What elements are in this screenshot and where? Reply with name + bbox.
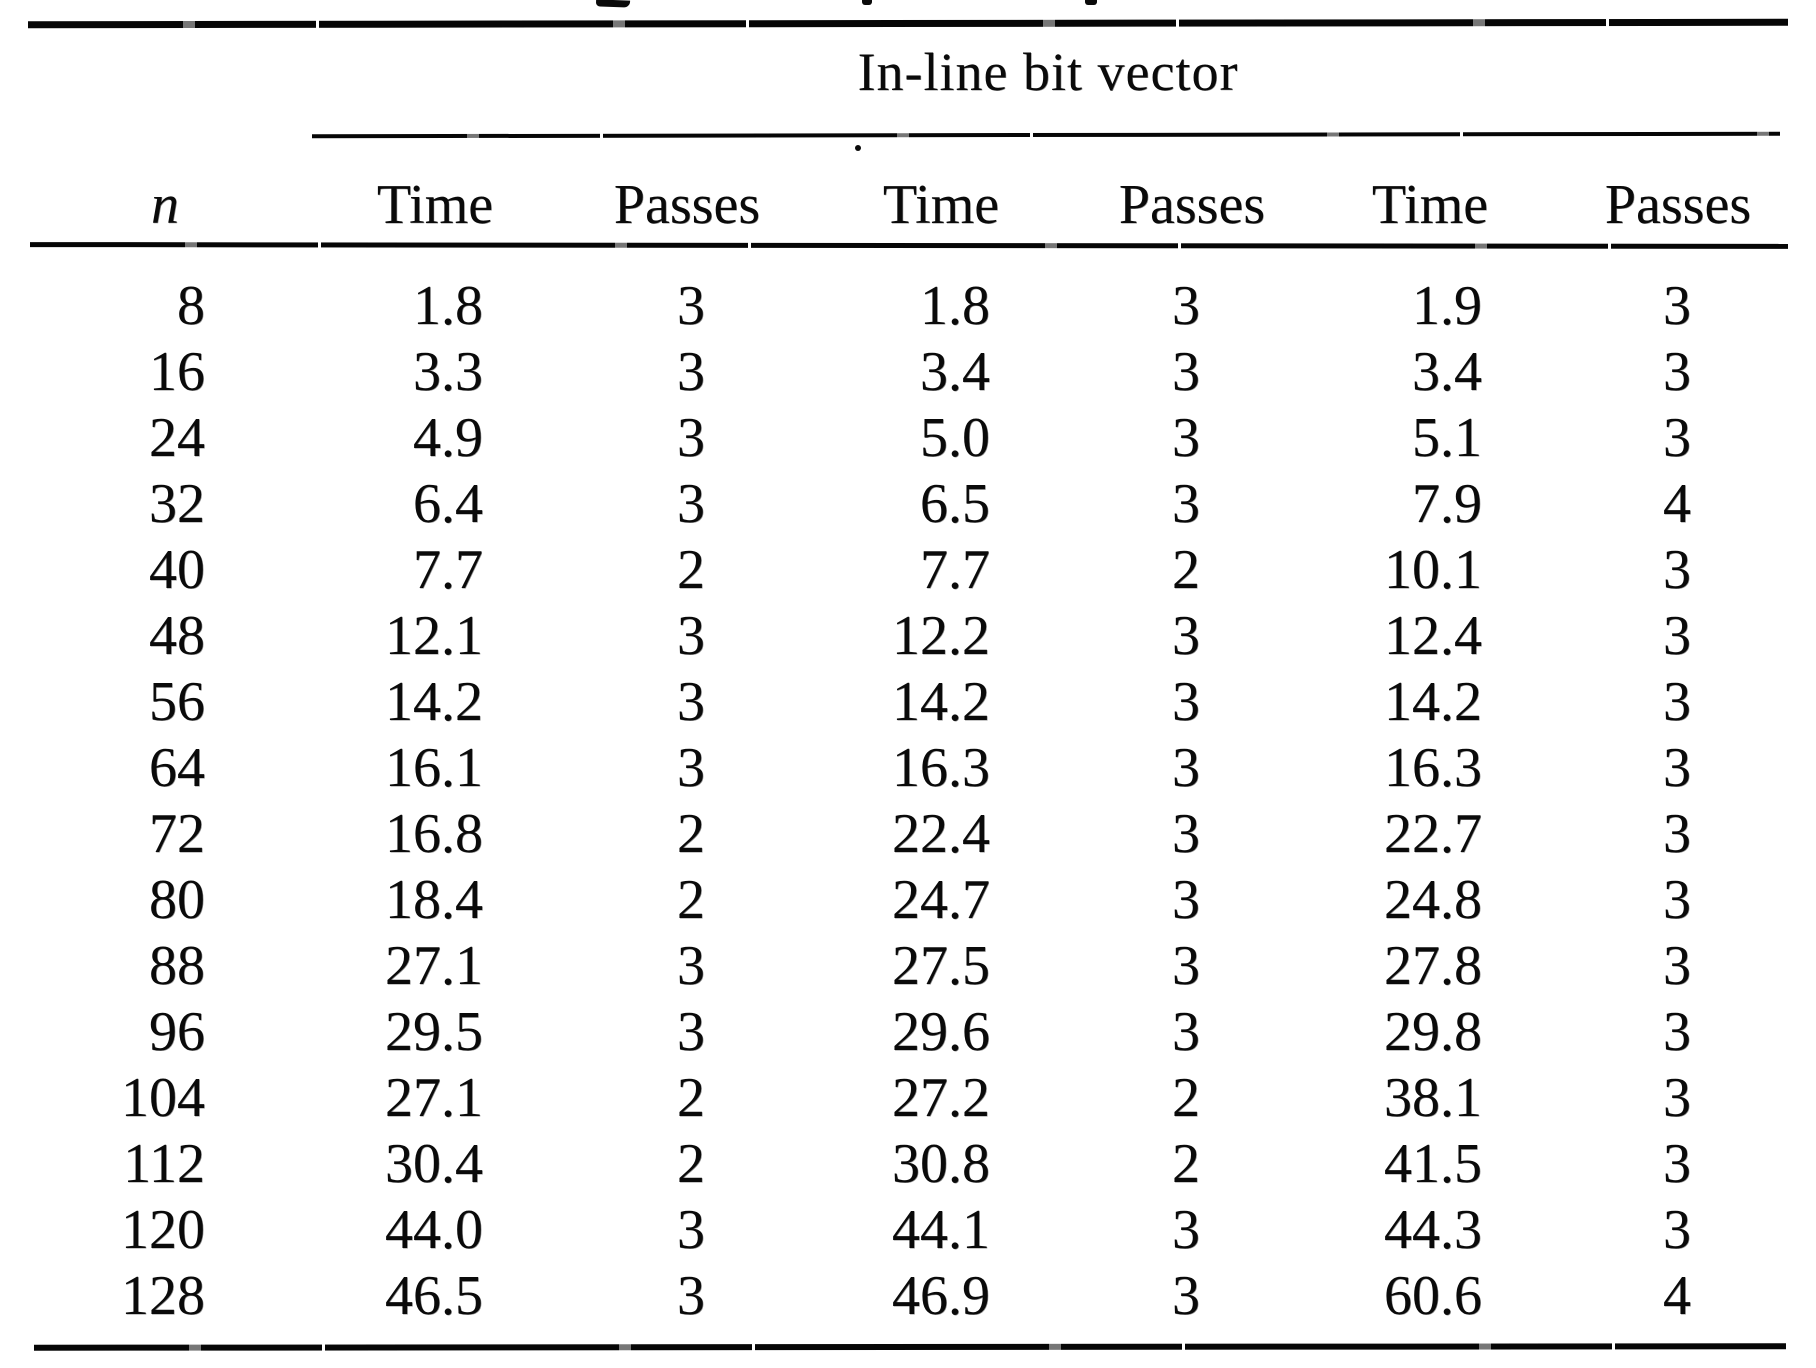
cell-n: 96: [149, 1001, 205, 1063]
cell-passes-3: 3: [1663, 803, 1691, 865]
cell-passes-1: 3: [677, 473, 705, 535]
table-row: [0, 735, 1816, 801]
cell-passes-1: 3: [677, 1265, 705, 1327]
cell-time-3: 22.7: [1384, 803, 1482, 865]
cell-time-3: 24.8: [1384, 869, 1482, 931]
table-row: [0, 603, 1816, 669]
cell-time-2: 44.1: [892, 1199, 990, 1261]
cell-time-1: 46.5: [385, 1265, 483, 1327]
cell-passes-2: 3: [1172, 671, 1200, 733]
cropped-text-remnant: [862, 0, 872, 5]
cell-passes-3: 3: [1663, 407, 1691, 469]
cell-n: 128: [121, 1265, 205, 1327]
cell-time-2: 1.8: [920, 275, 990, 337]
cell-time-3: 44.3: [1384, 1199, 1482, 1261]
cell-time-3: 1.9: [1412, 275, 1482, 337]
cell-passes-2: 3: [1172, 1001, 1200, 1063]
table-row: [0, 801, 1816, 867]
cell-n: 32: [149, 473, 205, 535]
table-row: [0, 1065, 1816, 1131]
cell-n: 120: [121, 1199, 205, 1261]
cell-n: 72: [149, 803, 205, 865]
cell-passes-2: 3: [1172, 803, 1200, 865]
cell-passes-2: 3: [1172, 935, 1200, 997]
scan-speck: [855, 145, 861, 151]
table-row: [0, 867, 1816, 933]
cell-passes-1: 2: [677, 1067, 705, 1129]
cell-time-3: 10.1: [1384, 539, 1482, 601]
cell-passes-1: 2: [677, 1133, 705, 1195]
table-row: [0, 999, 1816, 1065]
cell-passes-3: 3: [1663, 737, 1691, 799]
cell-time-2: 7.7: [920, 539, 990, 601]
cell-passes-2: 3: [1172, 737, 1200, 799]
table-bottom-rule: [34, 1343, 1786, 1351]
cell-passes-1: 3: [677, 1199, 705, 1261]
cell-passes-1: 3: [677, 605, 705, 667]
cell-time-3: 7.9: [1412, 473, 1482, 535]
cell-passes-3: 3: [1663, 869, 1691, 931]
cell-time-3: 29.8: [1384, 1001, 1482, 1063]
cell-time-2: 30.8: [892, 1133, 990, 1195]
cell-time-1: 1.8: [413, 275, 483, 337]
cell-time-3: 14.2: [1384, 671, 1482, 733]
cell-time-3: 12.4: [1384, 605, 1482, 667]
cell-time-3: 3.4: [1412, 341, 1482, 403]
cell-passes-1: 2: [677, 869, 705, 931]
table-row: [0, 669, 1816, 735]
cell-passes-1: 3: [677, 407, 705, 469]
cell-n: 24: [149, 407, 205, 469]
cell-time-2: 27.5: [892, 935, 990, 997]
cell-passes-2: 3: [1172, 341, 1200, 403]
cell-time-2: 6.5: [920, 473, 990, 535]
column-header-n: n: [151, 174, 179, 236]
cell-time-3: 16.3: [1384, 737, 1482, 799]
cell-time-1: 4.9: [413, 407, 483, 469]
cell-passes-2: 3: [1172, 407, 1200, 469]
cell-passes-3: 3: [1663, 1199, 1691, 1261]
cell-time-2: 14.2: [892, 671, 990, 733]
cell-passes-1: 3: [677, 671, 705, 733]
cell-passes-1: 3: [677, 275, 705, 337]
cell-n: 16: [149, 341, 205, 403]
spanner-underline-rule: [312, 132, 1780, 139]
cell-passes-3: 3: [1663, 671, 1691, 733]
cell-n: 56: [149, 671, 205, 733]
cell-time-1: 12.1: [385, 605, 483, 667]
cell-n: 48: [149, 605, 205, 667]
cell-passes-1: 3: [677, 1001, 705, 1063]
cell-passes-3: 3: [1663, 1133, 1691, 1195]
table-row: [0, 1263, 1816, 1329]
table-row: [0, 273, 1816, 339]
column-header-time-1: Time: [376, 174, 494, 236]
cell-passes-2: 3: [1172, 869, 1200, 931]
cell-passes-3: 4: [1663, 1265, 1691, 1327]
cell-passes-2: 2: [1172, 1133, 1200, 1195]
cell-time-1: 27.1: [385, 1067, 483, 1129]
cell-time-2: 16.3: [892, 737, 990, 799]
cell-time-1: 29.5: [385, 1001, 483, 1063]
cell-time-1: 3.3: [413, 341, 483, 403]
column-header-time-2: Time: [882, 174, 1000, 236]
header-bottom-rule: [30, 242, 1788, 249]
cell-time-1: 14.2: [385, 671, 483, 733]
table-row: [0, 933, 1816, 999]
table-row: [0, 471, 1816, 537]
cell-time-1: 16.1: [385, 737, 483, 799]
cell-time-3: 27.8: [1384, 935, 1482, 997]
cell-time-2: 22.4: [892, 803, 990, 865]
table-row: [0, 537, 1816, 603]
cell-passes-2: 2: [1172, 539, 1200, 601]
cell-time-2: 12.2: [892, 605, 990, 667]
cell-time-2: 46.9: [892, 1265, 990, 1327]
cell-passes-3: 3: [1663, 275, 1691, 337]
cell-n: 104: [121, 1067, 205, 1129]
table-body: [0, 273, 1816, 1329]
cell-time-1: 30.4: [385, 1133, 483, 1195]
cell-passes-3: 3: [1663, 935, 1691, 997]
cell-passes-2: 3: [1172, 1199, 1200, 1261]
cell-passes-1: 3: [677, 737, 705, 799]
cell-time-1: 6.4: [413, 473, 483, 535]
table-spanner-heading: In-line bit vector: [857, 42, 1239, 102]
cell-time-1: 7.7: [413, 539, 483, 601]
table-row: [0, 1131, 1816, 1197]
cell-time-1: 44.0: [385, 1199, 483, 1261]
column-header-passes-3: Passes: [1604, 174, 1752, 236]
column-header-time-3: Time: [1371, 174, 1489, 236]
cell-time-3: 60.6: [1384, 1265, 1482, 1327]
column-header-passes-1: Passes: [613, 174, 761, 236]
table-row: [0, 405, 1816, 471]
cell-time-2: 27.2: [892, 1067, 990, 1129]
cell-time-3: 5.1: [1412, 407, 1482, 469]
cropped-text-remnant: [1085, 0, 1097, 5]
cell-n: 80: [149, 869, 205, 931]
cell-n: 64: [149, 737, 205, 799]
cell-passes-3: 3: [1663, 1067, 1691, 1129]
cell-time-2: 24.7: [892, 869, 990, 931]
cell-passes-2: 3: [1172, 1265, 1200, 1327]
cell-passes-1: 2: [677, 803, 705, 865]
table-row: [0, 339, 1816, 405]
column-header-passes-2: Passes: [1118, 174, 1266, 236]
cell-time-3: 41.5: [1384, 1133, 1482, 1195]
cell-n: 112: [123, 1133, 205, 1195]
cell-n: 88: [149, 935, 205, 997]
cell-time-2: 3.4: [920, 341, 990, 403]
cell-time-2: 29.6: [892, 1001, 990, 1063]
cell-passes-2: 3: [1172, 275, 1200, 337]
cell-n: 8: [177, 275, 205, 337]
cell-passes-2: 3: [1172, 473, 1200, 535]
table-top-rule: [28, 19, 1788, 28]
table-row: [0, 1197, 1816, 1263]
cell-passes-1: 3: [677, 341, 705, 403]
cell-time-2: 5.0: [920, 407, 990, 469]
cell-passes-3: 3: [1663, 1001, 1691, 1063]
cell-passes-2: 3: [1172, 605, 1200, 667]
cell-passes-1: 2: [677, 539, 705, 601]
table-header-row: [0, 172, 1816, 238]
cell-time-1: 18.4: [385, 869, 483, 931]
cell-passes-2: 2: [1172, 1067, 1200, 1129]
cell-passes-3: 3: [1663, 341, 1691, 403]
cell-time-3: 38.1: [1384, 1067, 1482, 1129]
cell-passes-3: 4: [1663, 473, 1691, 535]
cell-passes-1: 3: [677, 935, 705, 997]
cell-passes-3: 3: [1663, 605, 1691, 667]
cell-time-1: 27.1: [385, 935, 483, 997]
cell-passes-3: 3: [1663, 539, 1691, 601]
cell-n: 40: [149, 539, 205, 601]
cell-time-1: 16.8: [385, 803, 483, 865]
cropped-text-remnant: [596, 0, 630, 8]
